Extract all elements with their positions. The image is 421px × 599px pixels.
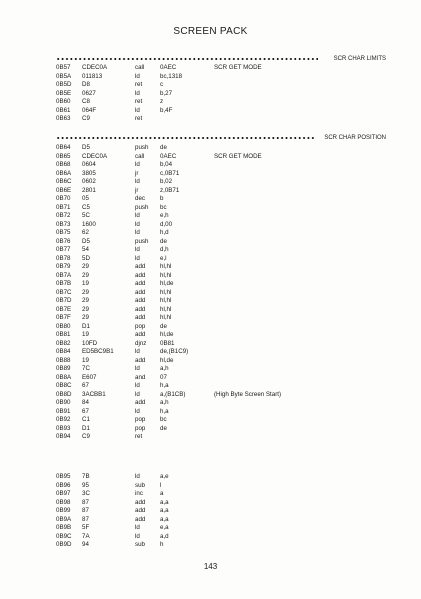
address: 0B97 <box>56 490 71 497</box>
mnemonic: add <box>135 314 146 321</box>
operands: e,a <box>160 524 169 531</box>
address: 0B89 <box>56 365 71 372</box>
operands: 0B81 <box>160 339 175 347</box>
section-header: SCR CHAR LIMITS <box>333 56 386 62</box>
mnemonic: ret <box>135 115 143 122</box>
mnemonic: add <box>135 288 146 296</box>
address: 0B91 <box>56 407 71 415</box>
mnemonic: ld <box>135 72 140 80</box>
listing-row <box>56 314 416 323</box>
operands: 0AEC <box>160 64 177 71</box>
address: 0B90 <box>56 399 71 406</box>
listing-row <box>56 408 416 417</box>
opcode-bytes: 84 <box>82 399 89 406</box>
listing-row <box>56 115 416 124</box>
mnemonic: add <box>135 297 146 304</box>
mnemonic: call <box>135 64 145 71</box>
mnemonic: ret <box>135 433 143 440</box>
listing-row <box>56 433 416 442</box>
listing-row <box>56 255 416 264</box>
listing-row <box>56 382 416 391</box>
operands: a <box>160 490 164 497</box>
address: 0B81 <box>56 331 71 338</box>
operands: d,00 <box>160 220 173 228</box>
opcode-bytes: 54 <box>82 246 89 253</box>
opcode-bytes: 29 <box>82 288 89 296</box>
operands: a,h <box>160 399 169 406</box>
operands: b,02 <box>160 178 173 185</box>
address: 0B76 <box>56 237 71 245</box>
operands: bc,1318 <box>160 72 183 80</box>
address: 0B8D <box>56 390 72 398</box>
mnemonic: ld <box>135 106 140 114</box>
listing-row <box>56 221 416 230</box>
opcode-bytes: 3C <box>82 490 90 497</box>
opcode-bytes: 87 <box>82 507 89 514</box>
listing-row <box>56 323 416 332</box>
operands: hl,hl <box>160 305 172 313</box>
address: 0B7C <box>56 288 72 296</box>
mnemonic: call <box>135 152 145 160</box>
address: 0B99 <box>56 507 71 514</box>
address: 0B9C <box>56 532 72 540</box>
opcode-bytes: D5 <box>82 237 90 245</box>
address: 0B9A <box>56 515 72 523</box>
listing-row <box>56 246 416 255</box>
address: 0B82 <box>56 339 71 347</box>
opcode-bytes: D8 <box>82 81 90 88</box>
opcode-bytes: CDEC0A <box>82 152 108 160</box>
code-listing <box>56 144 416 442</box>
opcode-bytes: 29 <box>82 314 89 321</box>
mnemonic: add <box>135 498 146 506</box>
listing-row <box>56 204 416 213</box>
operands: a,a <box>160 498 169 506</box>
operands: b <box>160 195 164 202</box>
listing-row <box>56 533 416 542</box>
address: 0B9B <box>56 524 72 531</box>
operands: hl,hl <box>160 314 172 321</box>
listing-row <box>56 473 416 482</box>
listing-row <box>56 212 416 221</box>
address: 0B64 <box>56 144 71 151</box>
address: 0B65 <box>56 152 71 160</box>
operands: hl,de <box>160 280 174 287</box>
address: 0B5E <box>56 89 72 97</box>
opcode-bytes: 0602 <box>82 178 96 185</box>
mnemonic: ld <box>135 407 140 415</box>
address: 0B8C <box>56 382 72 389</box>
operands: l <box>160 481 162 489</box>
opcode-bytes: 5F <box>82 524 90 531</box>
mnemonic: ld <box>135 473 140 480</box>
operands: hl,hl <box>160 288 172 296</box>
opcode-bytes: 29 <box>82 271 89 279</box>
listing-row <box>56 306 416 315</box>
opcode-bytes: 29 <box>82 263 89 270</box>
mnemonic: jr <box>135 169 139 177</box>
operands: h <box>160 541 164 548</box>
address: 0B78 <box>56 254 71 262</box>
operands: h,a <box>160 382 169 389</box>
listing-row <box>56 195 416 204</box>
mnemonic: ld <box>135 365 140 372</box>
dotted-rule <box>56 58 318 60</box>
listing-row <box>56 340 416 349</box>
listing-row <box>56 98 416 107</box>
address: 0B7A <box>56 271 72 279</box>
mnemonic: and <box>135 373 146 381</box>
address: 0B61 <box>56 106 71 114</box>
mnemonic: push <box>135 203 149 211</box>
opcode-bytes: C9 <box>82 433 90 440</box>
address: 0B7B <box>56 280 72 287</box>
mnemonic: ld <box>135 220 140 228</box>
mnemonic: push <box>135 237 149 245</box>
listing-row <box>56 178 416 187</box>
mnemonic: pop <box>135 322 146 330</box>
operands: 0AEC <box>160 152 177 160</box>
address: 0B63 <box>56 115 71 122</box>
opcode-bytes: 064F <box>82 106 97 114</box>
operands: h,a <box>160 407 169 415</box>
mnemonic: add <box>135 305 146 313</box>
listing-row <box>56 499 416 508</box>
address: 0B60 <box>56 98 71 105</box>
listing-row <box>56 357 416 366</box>
listing-row <box>56 524 416 533</box>
opcode-bytes: 0627 <box>82 89 96 97</box>
listing-row <box>56 348 416 357</box>
opcode-bytes: 7A <box>82 532 90 540</box>
mnemonic: ld <box>135 178 140 185</box>
listing-row <box>56 425 416 434</box>
address: 0B88 <box>56 356 71 364</box>
mnemonic: sub <box>135 481 145 489</box>
listing-row <box>56 541 416 550</box>
dotted-rule <box>56 137 314 139</box>
listing-row <box>56 374 416 383</box>
address: 0B7D <box>56 297 72 304</box>
opcode-bytes: 19 <box>82 331 89 338</box>
comment: (High Byte Screen Start) <box>214 390 282 398</box>
mnemonic: jr <box>135 186 139 194</box>
address: 0B93 <box>56 424 71 432</box>
operands: de <box>160 424 167 432</box>
address: 0B80 <box>56 322 71 330</box>
mnemonic: add <box>135 507 146 514</box>
operands: 07 <box>160 373 167 381</box>
mnemonic: sub <box>135 541 145 548</box>
mnemonic: ret <box>135 98 143 105</box>
address: 0B95 <box>56 473 71 480</box>
opcode-bytes: 3805 <box>82 169 96 177</box>
opcode-bytes: 95 <box>82 481 89 489</box>
listing-row <box>56 161 416 170</box>
operands: a,a <box>160 515 169 523</box>
mnemonic: ld <box>135 390 140 398</box>
code-listing <box>56 473 416 550</box>
listing-row <box>56 399 416 408</box>
mnemonic: ld <box>135 348 140 355</box>
opcode-bytes: D5 <box>82 144 90 151</box>
address: 0B6E <box>56 186 72 194</box>
mnemonic: add <box>135 399 146 406</box>
address: 0B92 <box>56 416 71 423</box>
opcode-bytes: 29 <box>82 305 89 313</box>
address: 0B6A <box>56 169 72 177</box>
operands: a,h <box>160 365 169 372</box>
operands: de <box>160 237 167 245</box>
operands: z,0B71 <box>160 186 180 194</box>
listing-row <box>56 280 416 289</box>
listing-row <box>56 482 416 491</box>
operands: bc <box>160 416 167 423</box>
operands: d,h <box>160 246 169 253</box>
mnemonic: ld <box>135 382 140 389</box>
mnemonic: djnz <box>135 339 147 347</box>
code-listing <box>56 64 416 124</box>
address: 0B5D <box>56 81 72 88</box>
mnemonic: add <box>135 271 146 279</box>
section-separator <box>56 134 386 142</box>
opcode-bytes: 0604 <box>82 161 96 168</box>
operands: hl,hl <box>160 271 172 279</box>
opcode-bytes: C8 <box>82 98 90 105</box>
opcode-bytes: 5D <box>82 254 90 262</box>
operands: c <box>160 81 164 88</box>
listing-row <box>56 507 416 516</box>
opcode-bytes: 011813 <box>82 72 103 80</box>
opcode-bytes: D1 <box>82 424 90 432</box>
listing-row <box>56 490 416 499</box>
address: 0B77 <box>56 246 71 253</box>
opcode-bytes: 29 <box>82 297 89 304</box>
address: 0B75 <box>56 229 71 236</box>
operands: a,d <box>160 532 169 540</box>
listing-row <box>56 153 416 162</box>
opcode-bytes: CDEC0A <box>82 64 108 71</box>
opcode-bytes: 19 <box>82 280 89 287</box>
operands: hl,de <box>160 331 174 338</box>
mnemonic: ld <box>135 524 140 531</box>
mnemonic: ld <box>135 161 140 168</box>
mnemonic: push <box>135 144 149 151</box>
listing-row <box>56 187 416 196</box>
mnemonic: ld <box>135 246 140 253</box>
page-title: SCREEN PACK <box>173 26 248 37</box>
listing-row <box>56 297 416 306</box>
operands: hl,de <box>160 356 174 364</box>
operands: hl,hl <box>160 263 172 270</box>
opcode-bytes: 67 <box>82 407 89 415</box>
page-number: 143 <box>203 562 218 571</box>
address: 0B6C <box>56 178 72 185</box>
operands: b,27 <box>160 89 173 97</box>
opcode-bytes: 62 <box>82 229 89 236</box>
address: 0B98 <box>56 498 71 506</box>
operands: a,a <box>160 507 169 514</box>
operands: b,4F <box>160 106 173 114</box>
listing-row <box>56 73 416 82</box>
opcode-bytes: 94 <box>82 541 89 548</box>
address: 0B70 <box>56 195 71 202</box>
opcode-bytes: 7B <box>82 473 90 480</box>
opcode-bytes: 05 <box>82 195 89 202</box>
address: 0B94 <box>56 433 71 440</box>
opcode-bytes: 5C <box>82 212 90 219</box>
operands: a,(B1CB) <box>160 390 186 398</box>
address: 0B72 <box>56 212 71 219</box>
listing-row <box>56 229 416 238</box>
listing-row <box>56 516 416 525</box>
address: 0B73 <box>56 220 71 228</box>
opcode-bytes: C9 <box>82 115 90 122</box>
listing-row <box>56 107 416 116</box>
listing-row <box>56 391 416 400</box>
listing-row <box>56 331 416 340</box>
comment: SCR GET MODE <box>214 152 262 160</box>
operands: de <box>160 322 167 330</box>
mnemonic: add <box>135 356 146 364</box>
operands: c,0B71 <box>160 169 180 177</box>
operands: de <box>160 144 167 151</box>
opcode-bytes: C1 <box>82 416 90 423</box>
opcode-bytes: 2801 <box>82 186 96 194</box>
address: 0B84 <box>56 348 71 355</box>
mnemonic: add <box>135 263 146 270</box>
mnemonic: add <box>135 515 146 523</box>
mnemonic: ld <box>135 229 140 236</box>
address: 0B7E <box>56 305 72 313</box>
mnemonic: pop <box>135 416 146 423</box>
mnemonic: add <box>135 331 146 338</box>
operands: h,d <box>160 229 169 236</box>
mnemonic: dec <box>135 195 145 202</box>
mnemonic: add <box>135 280 146 287</box>
listing-row <box>56 289 416 298</box>
opcode-bytes: 3ACBB1 <box>82 390 106 398</box>
address: 0B71 <box>56 203 71 211</box>
opcode-bytes: 1600 <box>82 220 96 228</box>
mnemonic: ld <box>135 89 140 97</box>
opcode-bytes: 10FD <box>82 339 98 347</box>
address: 0B7F <box>56 314 71 321</box>
address: 0B5A <box>56 72 72 80</box>
opcode-bytes: 87 <box>82 498 89 506</box>
operands: z <box>160 98 164 105</box>
address: 0B79 <box>56 263 71 270</box>
mnemonic: ret <box>135 81 143 88</box>
operands: e,l <box>160 254 167 262</box>
mnemonic: ld <box>135 532 140 540</box>
listing-row <box>56 238 416 247</box>
listing-row <box>56 64 416 73</box>
listing-row <box>56 416 416 425</box>
operands: de,(B1C9) <box>160 348 189 355</box>
section-header: SCR CHAR POSITION <box>324 135 386 141</box>
address: 0B96 <box>56 481 71 489</box>
opcode-bytes: ED5BC9B1 <box>82 348 114 355</box>
comment: SCR GET MODE <box>214 64 262 71</box>
listing-row <box>56 81 416 90</box>
operands: b,04 <box>160 161 173 168</box>
opcode-bytes: C5 <box>82 203 90 211</box>
mnemonic: inc <box>135 490 143 497</box>
opcode-bytes: 7C <box>82 365 90 372</box>
opcode-bytes: 87 <box>82 515 89 523</box>
opcode-bytes: D1 <box>82 322 90 330</box>
opcode-bytes: E607 <box>82 373 97 381</box>
listing-row <box>56 170 416 179</box>
listing-row <box>56 365 416 374</box>
listing-row <box>56 272 416 281</box>
address: 0B9D <box>56 541 72 548</box>
operands: hl,hl <box>160 297 172 304</box>
operands: a,e <box>160 473 169 480</box>
opcode-bytes: 67 <box>82 382 89 389</box>
mnemonic: ld <box>135 212 140 219</box>
listing-row <box>56 144 416 153</box>
mnemonic: ld <box>135 254 140 262</box>
operands: bc <box>160 203 167 211</box>
operands: e,h <box>160 212 169 219</box>
listing-row <box>56 263 416 272</box>
address: 0B8A <box>56 373 72 381</box>
mnemonic: pop <box>135 424 146 432</box>
section-separator <box>56 55 386 63</box>
address: 0B68 <box>56 161 71 168</box>
listing-row <box>56 90 416 99</box>
address: 0B57 <box>56 64 71 71</box>
opcode-bytes: 19 <box>82 356 89 364</box>
